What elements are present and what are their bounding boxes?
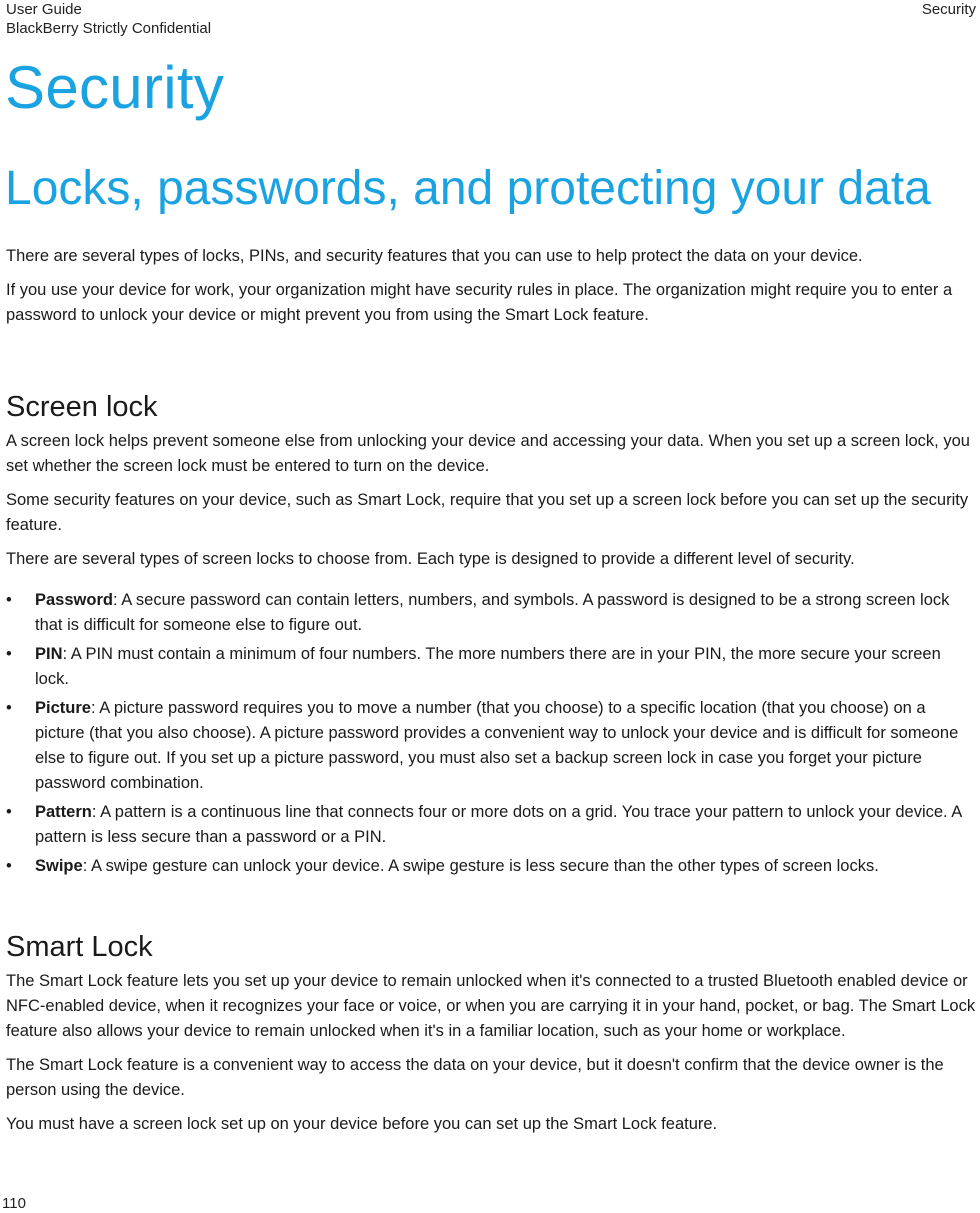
smart-lock-paragraph: You must have a screen lock set up on your device before you can set up the Smart Lock feature.	[6, 1115, 718, 1133]
list-item-term: Pattern	[35, 803, 92, 821]
list-item	[6, 696, 978, 796]
header-section: Security	[921, 1, 976, 18]
screen-lock-types-list	[6, 588, 978, 879]
header-guide: User Guide	[6, 1, 82, 18]
page-number: 110	[2, 1195, 26, 1212]
page-content	[6, 244, 978, 1137]
bullet-icon: •	[6, 591, 12, 609]
list-item	[6, 800, 978, 850]
list-item	[6, 854, 978, 879]
list-item-text: : A swipe gesture can unlock your device. A swipe gesture is less secure than the other types of screen locks.	[82, 857, 879, 875]
screen-lock-paragraph: Some security features on your device, such as Smart Lock, require that you set up a screen lock before you can set up the security feature.	[6, 491, 969, 534]
list-item	[6, 642, 978, 692]
smart-lock-paragraph: The Smart Lock feature lets you set up your device to remain unlocked when it's connected to a trusted Bluetooth enabled device or NFC-enabled device, when it recognizes your face or voice, or when you are carrying it in your hand, pocket, or bag. The Smart Lock feature also allows your device to remain unlocked when it's in a familiar location, such as your home or workplace.	[6, 972, 976, 1040]
intro-paragraph: If you use your device for work, your organization might have security rules in place. The organization might require you to enter a password to unlock your device or might prevent you from using the Smart Lock feature.	[6, 281, 953, 324]
list-item-text: : A pattern is a continuous line that connects four or more dots on a grid. You trace your pattern to unlock your device. A pattern is less secure than a password or a PIN.	[35, 803, 962, 846]
list-item-term: Password	[35, 591, 113, 609]
list-item-term: PIN	[35, 645, 63, 663]
screen-lock-paragraph: A screen lock helps prevent someone else from unlocking your device and accessing your data. When you set up a screen lock, you set whether the screen lock must be entered to turn on the device.	[6, 432, 970, 475]
list-item	[6, 588, 978, 638]
list-item-term: Picture	[35, 699, 91, 717]
list-item-term: Swipe	[35, 857, 83, 875]
page-header-left	[6, 0, 211, 38]
screen-lock-heading: Screen lock	[6, 391, 158, 423]
list-item-text: : A secure password can contain letters, numbers, and symbols. A password is designed to be a strong screen lock that is difficult for someone else to figure out.	[35, 591, 950, 634]
list-item-text: : A picture password requires you to move a number (that you choose) to a specific location (that you choose) on a picture (that you also choose). A picture password provides a convenient way to unlock your device and is difficult for someone else to figure out. If you set up a picture password, you must also set a backup screen lock in case you forget your picture password combination.	[35, 699, 959, 792]
intro-paragraph: There are several types of locks, PINs, and security features that you can use to help protect the data on your device.	[6, 247, 863, 265]
section-title: Locks, passwords, and protecting your data	[5, 162, 931, 215]
page-title: Security	[5, 54, 225, 121]
bullet-icon: •	[6, 857, 12, 875]
screen-lock-paragraph: There are several types of screen locks to choose from. Each type is designed to provide a different level of security.	[6, 550, 855, 568]
bullet-icon: •	[6, 803, 12, 821]
header-confidential: BlackBerry Strictly Confidential	[6, 20, 212, 37]
bullet-icon: •	[6, 699, 12, 717]
bullet-icon: •	[6, 645, 12, 663]
smart-lock-paragraph: The Smart Lock feature is a convenient way to access the data on your device, but it doesn't confirm that the device owner is the person using the device.	[6, 1056, 944, 1099]
list-item-text: : A PIN must contain a minimum of four numbers. The more numbers there are in your PIN, the more secure your screen lock.	[35, 645, 941, 688]
smart-lock-heading: Smart Lock	[6, 931, 153, 963]
